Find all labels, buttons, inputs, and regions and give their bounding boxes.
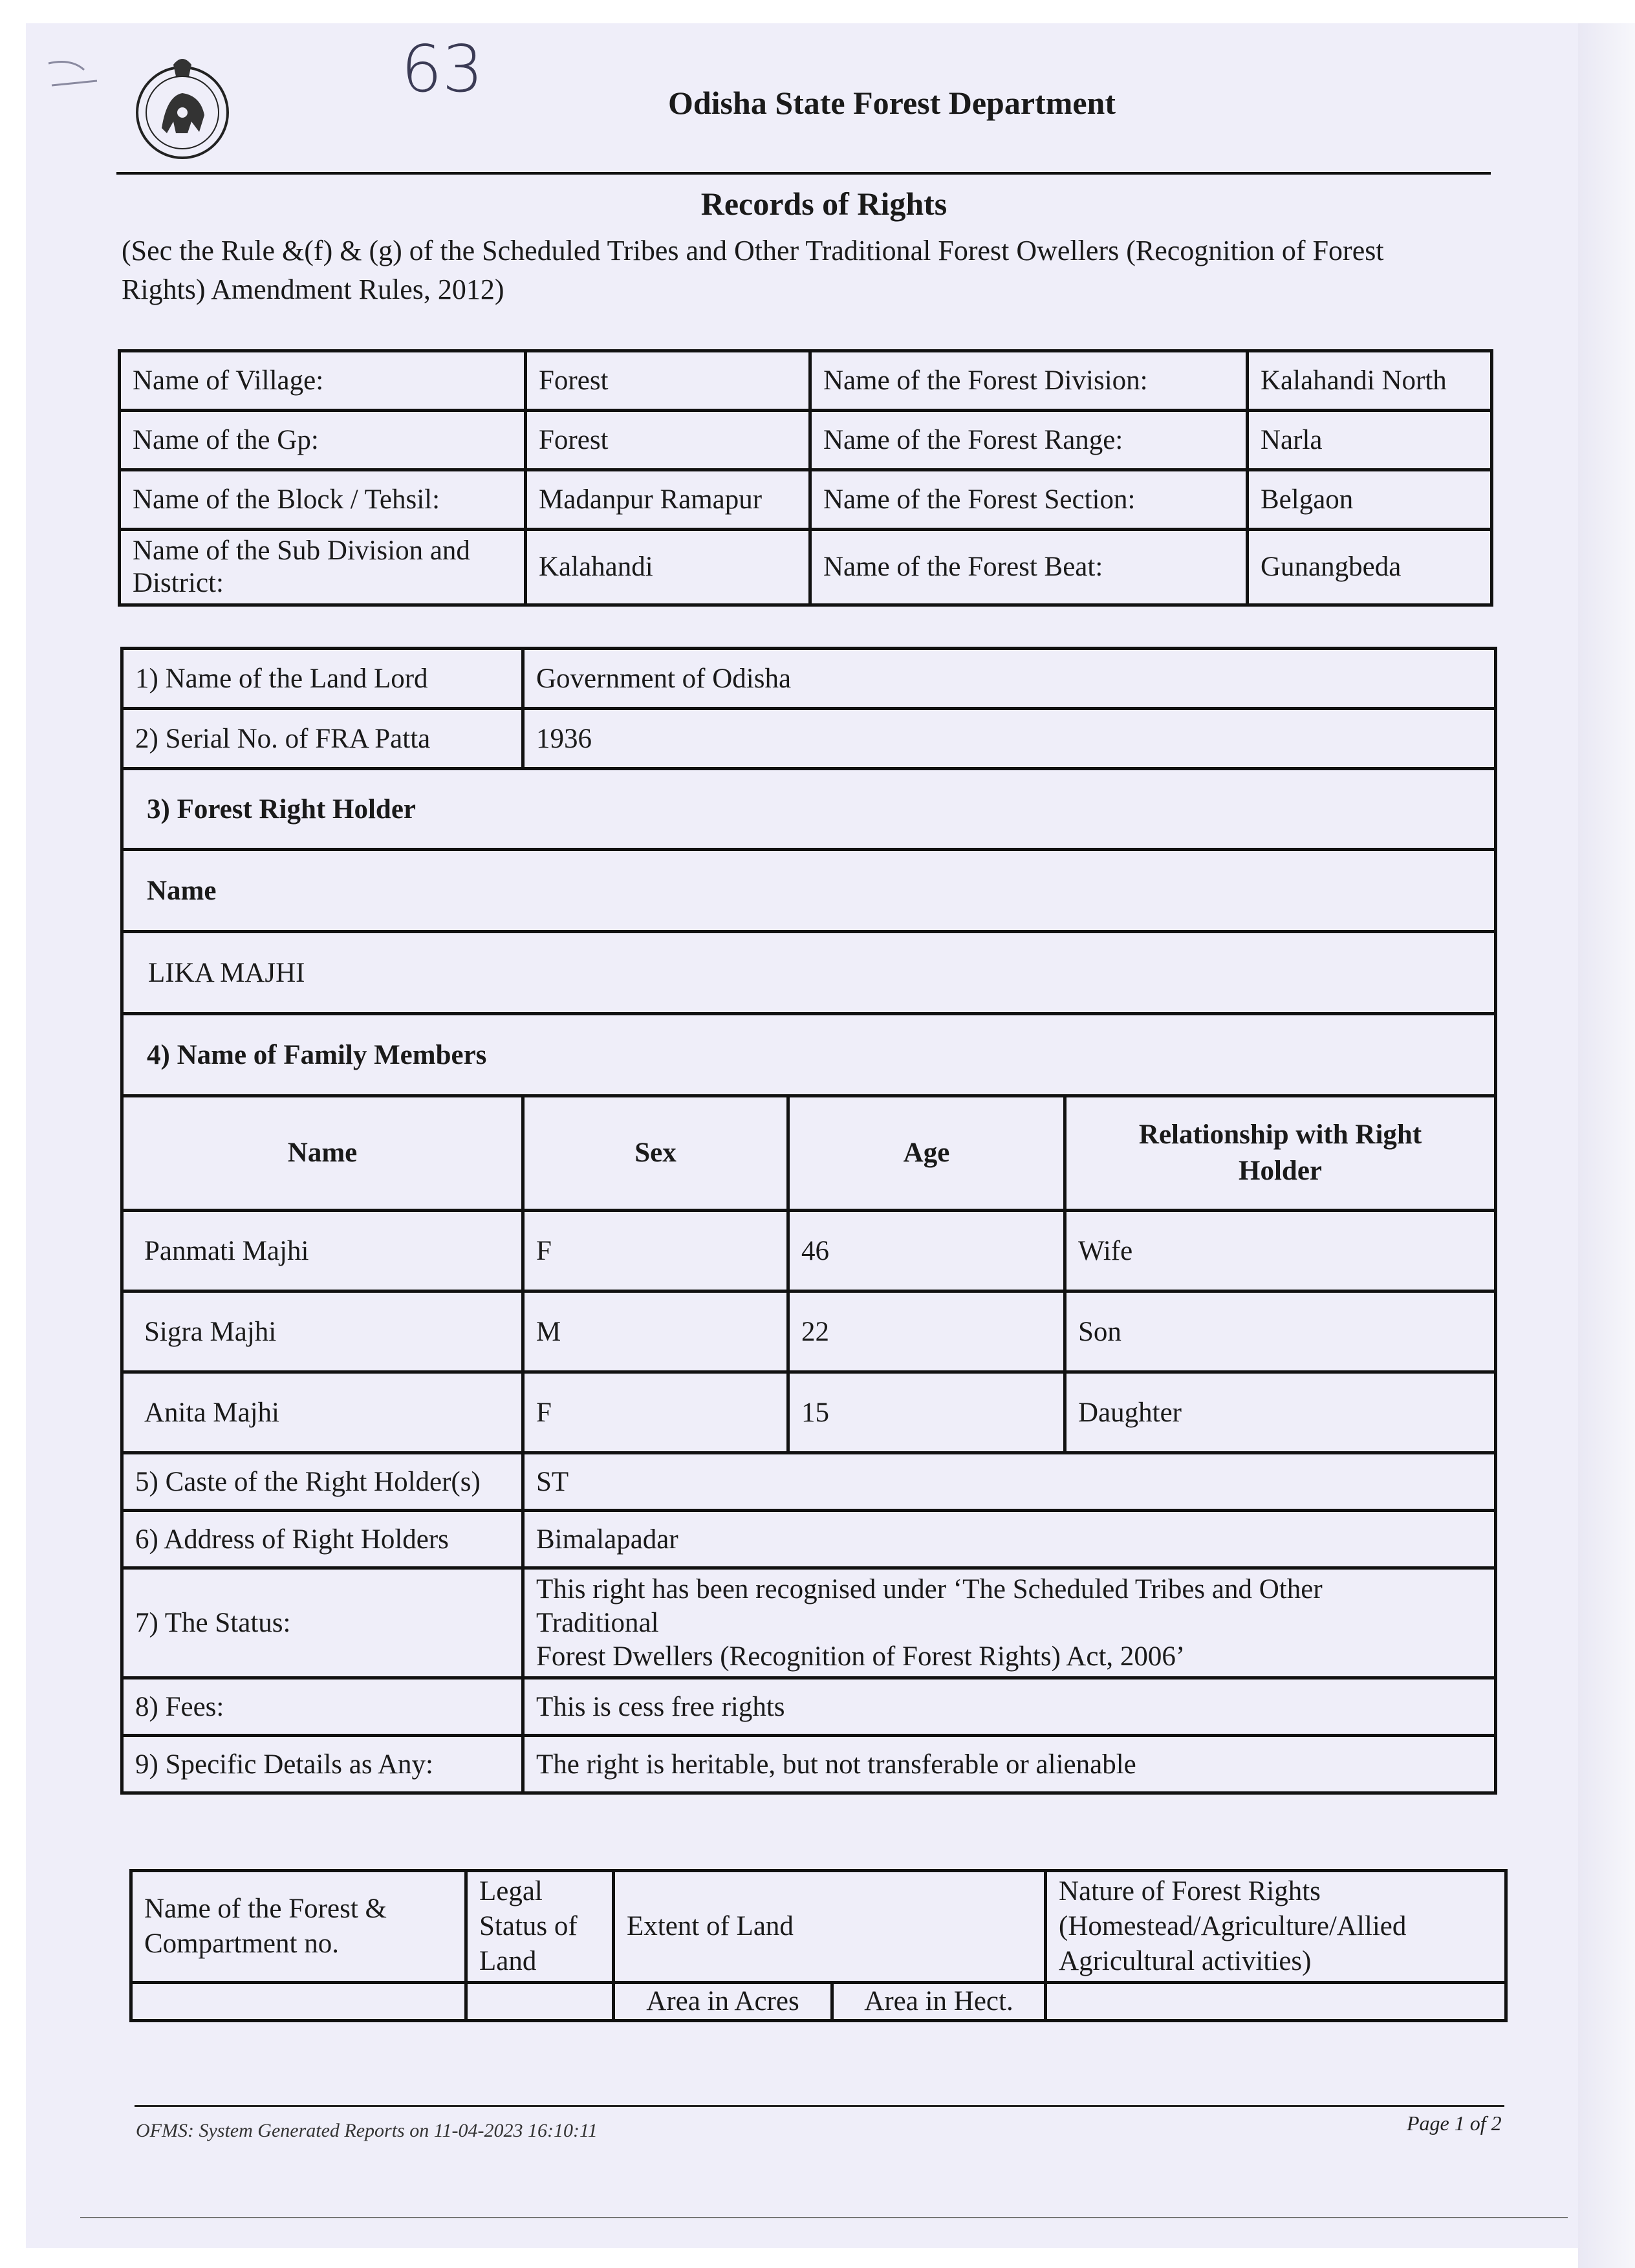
department-title: Odisha State Forest Department (667, 85, 1116, 121)
holder-name: LIKA MAJHI (122, 932, 1496, 1014)
gp-label: Name of the Gp: (120, 411, 526, 470)
table-row (122, 1568, 1496, 1678)
landlord-value: Government of Odisha (523, 649, 1496, 709)
forest-section-label: Name of the Forest Section: (810, 470, 1248, 530)
table-row (122, 1511, 1496, 1568)
table-row (122, 1291, 1496, 1372)
family-heading: 4) Name of Family Members (122, 1014, 1496, 1096)
forest-beat-value: Gunangbeda (1248, 530, 1492, 605)
legal-status-header: Legal Status of Land (466, 1871, 614, 1983)
table-row (120, 530, 1492, 605)
family-member-name: Sigra Majhi (122, 1291, 523, 1372)
status-line: This right has been recognised under ‘The Scheduled Tribes and Other (536, 1573, 1323, 1604)
fees-value: This is cess free rights (523, 1678, 1496, 1736)
family-col-age: Age (788, 1096, 1065, 1211)
nature-of-rights-header: Nature of Forest Rights (Homestead/Agriculture/Allied Agricultural activities) (1046, 1871, 1506, 1983)
family-member-relationship: Daughter (1065, 1372, 1496, 1453)
scan-bottom-edge (80, 2217, 1568, 2218)
family-member-age: 22 (788, 1291, 1065, 1372)
forest-beat-label: Name of the Forest Beat: (810, 530, 1248, 605)
legal-status-cell (466, 1983, 614, 2021)
area-hect-header: Area in Hect. (832, 1983, 1046, 2021)
scan-edge (1578, 23, 1635, 2268)
status-value (523, 1568, 1496, 1678)
table-row (122, 850, 1496, 932)
family-member-relationship: Wife (1065, 1211, 1496, 1291)
family-member-name: Anita Majhi (122, 1372, 523, 1453)
details-label: 9) Specific Details as Any: (122, 1736, 523, 1793)
family-col-relationship: Relationship with Right Holder (1065, 1096, 1496, 1211)
family-member-relationship: Son (1065, 1291, 1496, 1372)
nature-of-rights-cell (1046, 1983, 1506, 2021)
name-heading: Name (122, 850, 1496, 932)
fees-label: 8) Fees: (122, 1678, 523, 1736)
forest-division-label: Name of the Forest Division: (810, 351, 1248, 411)
family-member-sex: M (523, 1291, 788, 1372)
table-row (122, 932, 1496, 1014)
landlord-label: 1) Name of the Land Lord (122, 649, 523, 709)
table-row (122, 709, 1496, 769)
generated-timestamp: OFMS: System Generated Reports on 11-04-2023 16:10:11 (136, 2120, 598, 2141)
status-label: 7) The Status: (122, 1568, 523, 1678)
gp-value: Forest (526, 411, 810, 470)
family-member-age: 15 (788, 1372, 1065, 1453)
caste-value: ST (523, 1453, 1496, 1511)
table-row (131, 1983, 1506, 2021)
record-table (120, 647, 1497, 1795)
family-member-name: Panmati Majhi (122, 1211, 523, 1291)
family-member-sex: F (523, 1372, 788, 1453)
page-number: Page 1 of 2 (1407, 2111, 1502, 2135)
table-row (120, 411, 1492, 470)
document-subtitle: (Sec the Rule &(f) & (g) of the Scheduled Tribes and Other Traditional Forest Owellers (Recognition of Forest Rights) Amendment Rules, 2012) (122, 235, 1384, 305)
forest-range-label: Name of the Forest Range: (810, 411, 1248, 470)
table-row (131, 1871, 1506, 1983)
caste-label: 5) Caste of the Right Holder(s) (122, 1453, 523, 1511)
block-value: Madanpur Ramapur (526, 470, 810, 530)
land-table (129, 1869, 1508, 2022)
serial-label: 2) Serial No. of FRA Patta (122, 709, 523, 769)
table-row (122, 1736, 1496, 1793)
holder-heading: 3) Forest Right Holder (122, 769, 1496, 850)
table-row (122, 1211, 1496, 1291)
table-row (122, 649, 1496, 709)
village-value: Forest (526, 351, 810, 411)
serial-value: 1936 (523, 709, 1496, 769)
forest-compartment-cell (131, 1983, 466, 2021)
document-title: Records of Rights (700, 186, 947, 222)
location-table (118, 349, 1493, 607)
table-row (122, 1678, 1496, 1736)
forest-section-value: Belgaon (1248, 470, 1492, 530)
family-member-sex: F (523, 1211, 788, 1291)
table-row (122, 769, 1496, 850)
status-line: Forest Dwellers (Recognition of Forest Rights) Act, 2006’ (536, 1641, 1186, 1672)
address-label: 6) Address of Right Holders (122, 1511, 523, 1568)
status-line: Traditional (536, 1607, 659, 1638)
forest-division-value: Kalahandi North (1248, 351, 1492, 411)
forest-compartment-header: Name of the Forest & Compartment no. (131, 1871, 466, 1983)
family-member-age: 46 (788, 1211, 1065, 1291)
header-divider (116, 172, 1491, 175)
table-row (122, 1014, 1496, 1096)
block-label: Name of the Block / Tehsil: (120, 470, 526, 530)
extent-of-land-header: Extent of Land (614, 1871, 1046, 1983)
table-row (120, 470, 1492, 530)
footer-divider (135, 2105, 1504, 2107)
family-col-name: Name (122, 1096, 523, 1211)
family-col-sex: Sex (523, 1096, 788, 1211)
details-value: The right is heritable, but not transferable or alienable (523, 1736, 1496, 1793)
table-row (122, 1453, 1496, 1511)
forest-range-value: Narla (1248, 411, 1492, 470)
address-value: Bimalapadar (523, 1511, 1496, 1568)
table-row (120, 351, 1492, 411)
subdivision-label: Name of the Sub Division and District: (120, 530, 526, 605)
subdivision-value: Kalahandi (526, 530, 810, 605)
table-row (122, 1096, 1496, 1211)
handwritten-note: 63 (401, 31, 484, 107)
village-label: Name of Village: (120, 351, 526, 411)
area-acres-header: Area in Acres (614, 1983, 832, 2021)
table-row (122, 1372, 1496, 1453)
